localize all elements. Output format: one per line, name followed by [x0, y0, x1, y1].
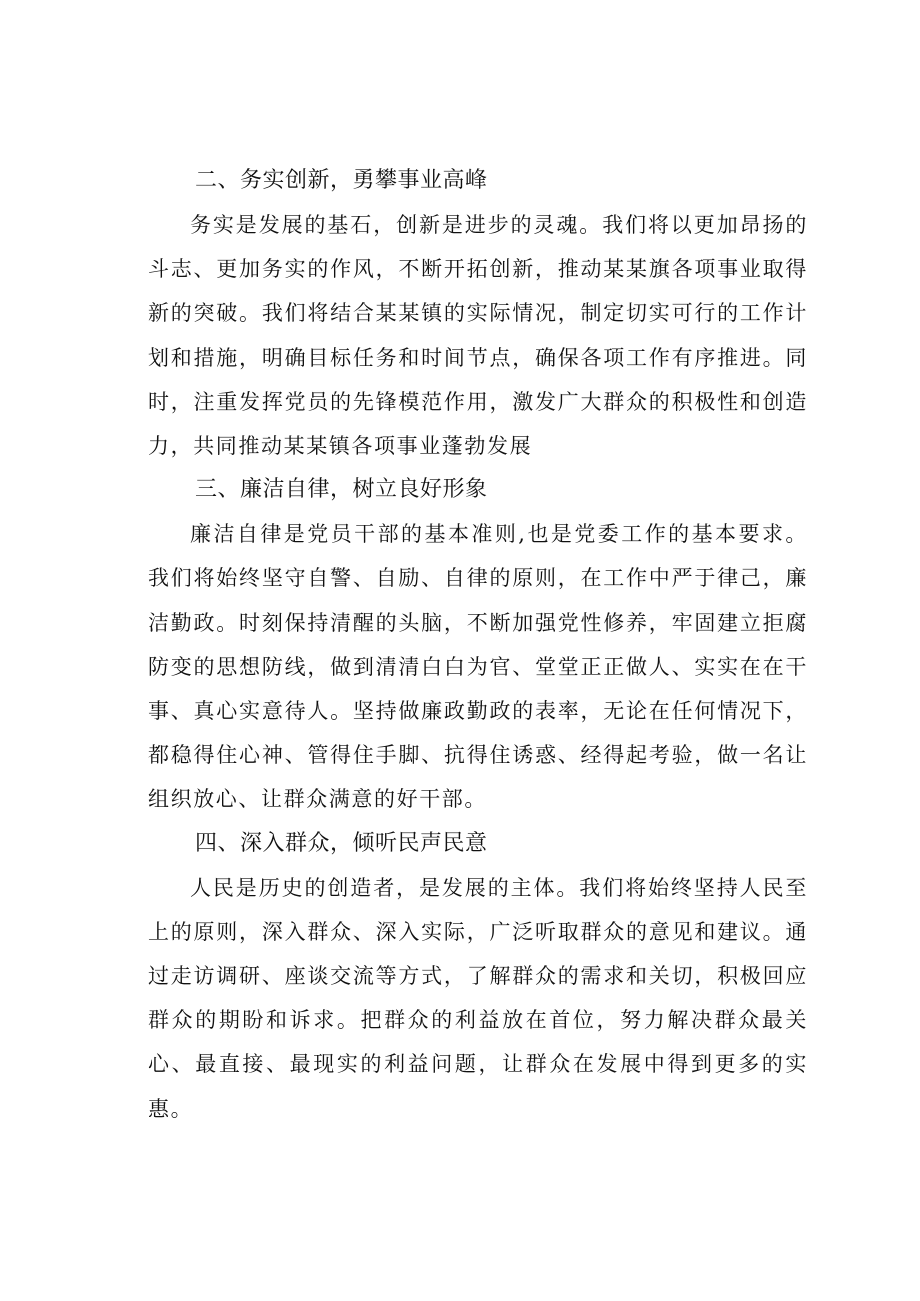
section-paragraph: 务实是发展的基石，创新是进步的灵魂。我们将以更加昂扬的斗志、更加务实的作风，不断开拓创新，推动某某旗各项事业取得新的突破。我们将结合某某镇的实际情况，制定切实可行的工作计划和措施，明确目标任务和时间节点，确保各项工作有序推进。同时，注重发挥党员的先锋模范作用，激发广大群众的积极性和创造力，共同推动某某镇各项事业蓬勃发展 — [148, 213, 808, 459]
section-paragraph: 人民是历史的创造者，是发展的主体。我们将始终坚持人民至上的原则，深入群众、深入实际，广泛听取群众的意见和建议。通过走访调研、座谈交流等方式，了解群众的需求和关切，积极回应群众的期盼和诉求。把群众的利益放在首位，努力解决群众最关心、最直接、最现实的利益问题，让群众在发展中得到更多的实惠。 — [148, 875, 808, 1121]
section-masses — [148, 822, 808, 1131]
section-paragraph: 廉洁自律是党员干部的基本准则,也是党委工作的基本要求。我们将始终坚守自警、自励、自律的原则，在工作中严于律己，廉洁勤政。时刻保持清醒的头脑，不断加强党性修养，牢固建立拒腐防变的思想防线，做到清清白白为官、堂堂正正做人、实实在在干事、真心实意待人。坚持做廉政勤政的表率，无论在任何情况下，都稳得住心神、管得住手脚、抗得住诱惑、经得起考验，做一名让组织放心、让群众满意的好干部。 — [148, 522, 808, 812]
section-integrity — [148, 468, 808, 821]
section-practical-innovation — [148, 159, 808, 468]
document-body — [148, 159, 808, 1131]
section-heading: 三、廉洁自律，树立良好形象 — [195, 477, 488, 503]
section-heading: 四、深入群众，倾听民声民意 — [195, 830, 488, 856]
section-heading: 二、务实创新，勇攀事业高峰 — [195, 168, 488, 193]
